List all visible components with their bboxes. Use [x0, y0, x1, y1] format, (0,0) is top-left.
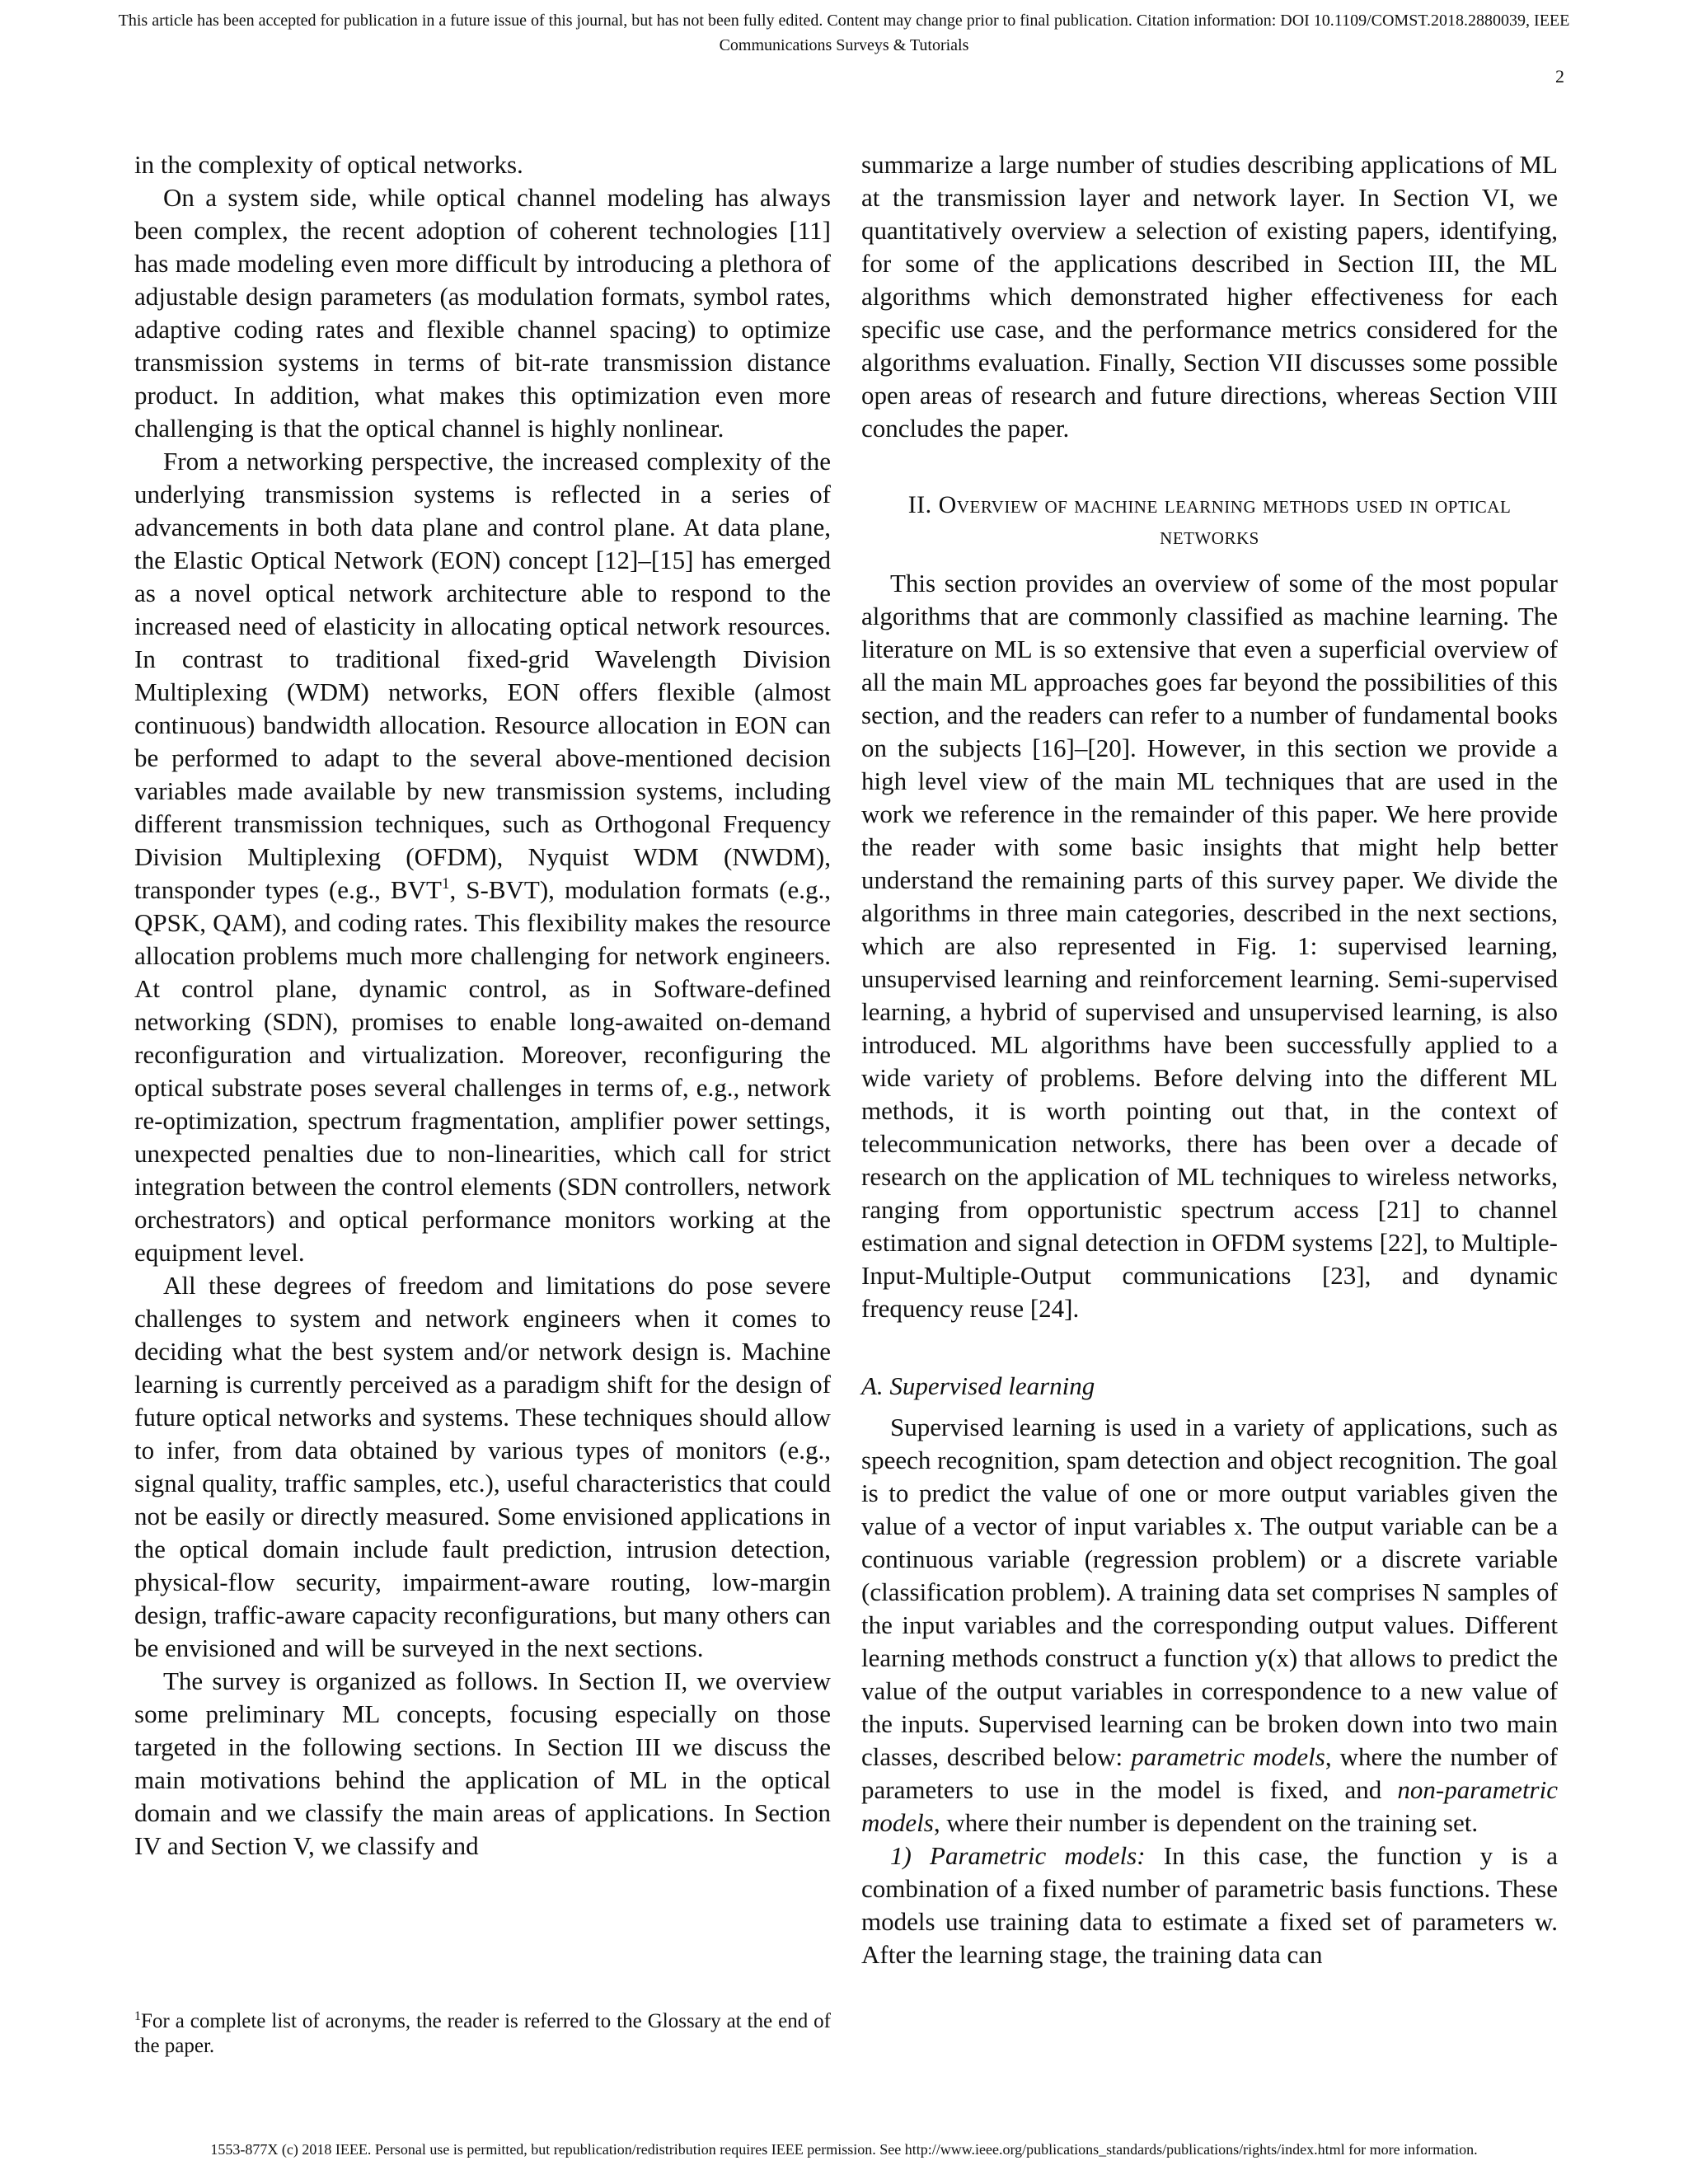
run-in-heading-parametric: 1) Parametric models: [890, 1841, 1146, 1870]
right-paragraph-3-part-c: , where their number is dependent on the training set. [933, 1808, 1479, 1837]
right-paragraph-3 [861, 1411, 1558, 1840]
journal-header [0, 8, 1688, 58]
left-paragraph-3 [134, 445, 831, 1269]
right-paragraph-2: This section provides an overview of some of the most popular algorithms that are commonly classified as machine learning. The literature on ML is so extensive that even a superficial overview of all the main ML approaches goes far beyond the possibilities of this section, and the readers can refer to a number of fundamental books on the subjects [16]–[20]. However, in this section we provide a high level view of the main ML techniques that are used in the work we reference in the remainder of this paper. We here provide the reader with some basic insights that might help better understand the remaining parts of this survey paper. We divide the algorithms in three main categories, described in the next sections, which are also represented in Fig. 1: supervised learning, unsupervised learning and reinforcement learning. Semi-supervised learning, a hybrid of supervised and unsupervised learning, is also introduced. ML algorithms have been successfully applied to a wide variety of problems. Before delving into the different ML methods, it is worth pointing out that, in the context of telecommunication networks, there has been over a decade of research on the application of ML techniques to wireless networks, ranging from opportunistic spectrum access [21] to channel estimation and signal detection in OFDM systems [22], to Multiple-Input-Multiple-Output communications [23], and dynamic frequency reuse [24]. [861, 569, 1558, 1323]
term-non-parametric-models: non-parametric models [861, 1775, 1558, 1837]
left-paragraph-1: in the complexity of optical networks. [134, 150, 523, 179]
section-title: II. Overview of machine learning methods used in optical networks [907, 491, 1512, 550]
left-paragraph-3-part-a: From a networking perspective, the increased complexity of the underlying transmission systems is reflected in a series of advancements in both data plane and control plane. At data plane, the Elastic Optical Network (EON) concept [12]–[15] has emerged as a novel optical network architecture able to respond to the increased need of elasticity in allocating optical network resources. In contrast to traditional fixed-grid Wavelength Division Multiplexing (WDM) networks, EON offers flexible (almost continuous) bandwidth allocation. Resource allocation in EON can be performed to adapt to the several above-mentioned decision variables made available by new transmission systems, including different transmission techniques, such as Orthogonal Frequency Division Multiplexing (OFDM), Nyquist WDM (NWDM), transponder types (e.g., BVT [134, 447, 831, 904]
right-paragraph-1: summarize a large number of studies describing applications of ML at the transmission layer and network layer. In Section VI, we quantitatively overview a selection of existing papers, identifying, for some of the applications described in Section III, the ML algorithms which demonstrated higher effectiveness for each specific use case, and the performance metrics considered for the algorithms evaluation. Finally, Section VII discusses some possible open areas of research and future directions, whereas Section VIII concludes the paper. [861, 150, 1558, 443]
header-line-2: Communications Surveys & Tutorials [719, 36, 969, 54]
footnote-text: For a complete list of acronyms, the reader is referred to the Glossary at the end of the paper. [134, 2010, 831, 2057]
left-paragraph-3-part-b: , S-BVT), modulation formats (e.g., QPSK, QAM), and coding rates. This flexibility makes the resource allocation problems much more challenging for network engineers. At control plane, dynamic control, as in Software-defined networking (SDN), promises to enable long-awaited on-demand reconfiguration and virtualization. Moreover, reconfiguring the optical substrate poses several challenges in terms of, e.g., network re-optimization, spectrum fragmentation, amplifier power settings, unexpected penalties due to non-linearities, which call for strict integration between the control elements (SDN controllers, network orchestrators) and optical performance monitors working at the equipment level. [134, 875, 831, 1267]
footnote-ref[interactable]: 1 [441, 875, 450, 893]
right-paragraph-4-text: In this case, the function y is a combination of a fixed number of parametric basis functions. These models use training data to estimate a fixed set of parameters w. After the learning stage, the training data can [861, 1841, 1558, 1969]
right-paragraph-4 [861, 1840, 1558, 1971]
copyright-footer: 1553-877X (c) 2018 IEEE. Personal use is permitted, but republication/redistribution requires IEEE permission. See http://www.ieee.org/publications_standards/publications/rights/index.html for more information. [210, 2141, 1478, 2158]
right-paragraph-3-part-b: , where the number of parameters to use in the model is fixed, and [861, 1742, 1558, 1804]
footnote-mark: 1 [134, 2009, 141, 2023]
left-paragraph-4: All these degrees of freedom and limitations do pose severe challenges to system and network engineers when it comes to deciding what the best system and/or network design is. Machine learning is currently perceived as a paradigm shift for the design of future optical networks and systems. These techniques should allow to infer, from data obtained by various types of monitors (e.g., signal quality, traffic samples, etc.), useful characteristics that could not be easily or directly measured. Some envisioned applications in the optical domain include fault prediction, intrusion detection, physical-flow security, impairment-aware routing, low-margin design, traffic-aware capacity reconfigurations, but many others can be envisioned and will be surveyed in the next sections. [134, 1271, 831, 1662]
right-column [861, 148, 1558, 1971]
left-paragraph-2: On a system side, while optical channel modeling has always been complex, the recent adoption of coherent technologies [11] has made modeling even more difficult by introducing a plethora of adjustable design parameters (as modulation formats, symbol rates, adaptive coding rates and flexible channel spacing) to optimize transmission systems in terms of bit-rate transmission distance product. In addition, what makes this optimization even more challenging is that the optical channel is highly nonlinear. [134, 183, 831, 443]
left-column [134, 148, 831, 1863]
footnote [134, 2009, 831, 2059]
page-number: 2 [1555, 66, 1564, 87]
left-paragraph-5: The survey is organized as follows. In Section II, we overview some preliminary ML concepts, focusing especially on those targeted in the following sections. In Section III we discuss the main motivations behind the application of ML in the optical domain and we classify the main areas of applications. In Section IV and Section V, we classify and [134, 1666, 831, 1860]
term-parametric-models: parametric models [1131, 1742, 1325, 1771]
right-paragraph-3-part-a: Supervised learning is used in a variety of applications, such as speech recognition, spam detection and object recognition. The goal is to predict the value of one or more output variables given the value of a vector of input variables x. The output variable can be a continuous variable (regression problem) or a discrete variable (classification problem). A training data set comprises N samples of the input variables and the corresponding output values. Different learning methods construct a function y(x) that allows to predict the value of the output variables in correspondence to a new value of the inputs. Supervised learning can be broken down into two main classes, described below: [861, 1413, 1558, 1771]
subsection-title: A. Supervised learning [861, 1371, 1095, 1400]
header-line-1: This article has been accepted for publication in a future issue of this journal, but has not been fully edited. Content may change prior to final publication. Citation information: DOI 10.1109/COMST.2018.2880039, IEEE [118, 12, 1570, 30]
